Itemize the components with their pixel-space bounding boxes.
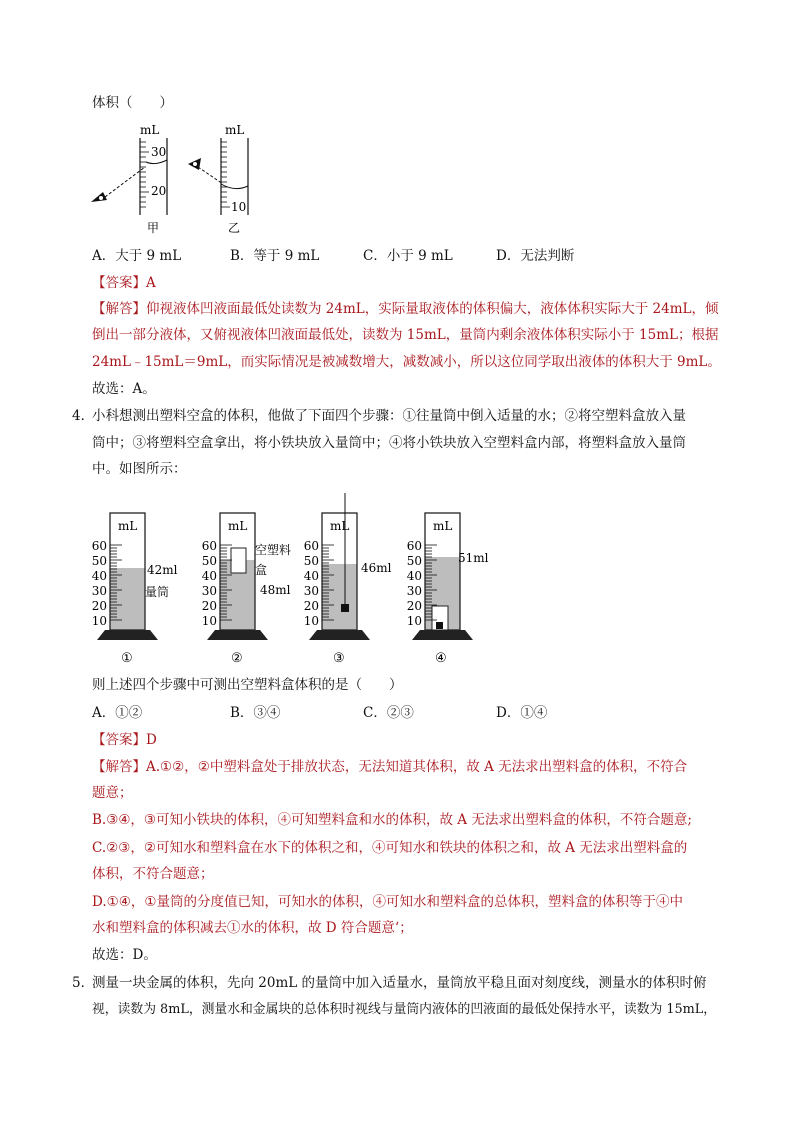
q3-option-a: A．大于 9 mL: [92, 248, 182, 264]
q3-option-d: D．无法判断: [496, 248, 575, 264]
svg-text:30: 30: [406, 584, 422, 598]
svg-text:20: 20: [201, 599, 217, 613]
label-1: ①: [121, 651, 133, 666]
q4-option-c: C．②③: [363, 705, 414, 721]
svg-text:50: 50: [406, 554, 422, 568]
svg-text:10: 10: [406, 614, 422, 628]
q4-number: 4．: [72, 408, 95, 424]
unit-label-1: mL: [118, 519, 138, 533]
svg-text:40: 40: [91, 569, 107, 583]
label-3: ③: [333, 651, 345, 666]
svg-text:40: 40: [201, 569, 217, 583]
svg-text:50: 50: [201, 554, 217, 568]
q3-analysis-line-2: 倒出一部分液体，又俯视液体凹液面最低处，读数为 15mL，量筒内剩余液体体积实际小于 15mL；根据: [92, 327, 719, 343]
q3-option-b: B．等于 9 mL: [230, 248, 320, 264]
svg-text:50: 50: [91, 554, 107, 568]
tick-30: 30: [151, 145, 167, 159]
q4-four-cylinders-figure: [85, 488, 505, 668]
unit-label-4: mL: [433, 519, 453, 533]
svg-text:10: 10: [303, 614, 319, 628]
q4-option-d: D．①④: [496, 705, 548, 721]
unit-label-yi: mL: [225, 123, 245, 137]
svg-text:60: 60: [303, 539, 319, 553]
note-empty-box-1: 空塑料: [255, 543, 292, 557]
q4-stem-line-2: 筒中；③将塑料空盒拿出，将小铁块放入量筒中；④将小铁块放入空塑料盒内部，将塑料盒放入量筒: [92, 435, 686, 451]
cylinder-jia: [91, 123, 167, 235]
q4-question: 则上述四个步骤中可测出空塑料盒体积的是（ ）: [92, 677, 403, 693]
cylinder-3: [304, 493, 392, 666]
q3-options: [92, 246, 712, 266]
reading-42ml: 42ml: [147, 563, 178, 577]
q4-analysis-line-5: 体积，不符合题意；: [92, 866, 214, 882]
q4-analysis-line-3: B.③④，③可知小铁块的体积，④可知塑料盒和水的体积，故 A 无法求出塑料盒的体积，不符合题意;: [92, 812, 692, 828]
unit-label-jia: mL: [140, 123, 160, 137]
q5-stem-line-1: 测量一块金属的体积，先向 20mL 的量筒中加入适量水，量筒放平稳且面对刻度线，测量水的体积时俯: [92, 975, 707, 991]
label-2: ②: [231, 651, 243, 666]
reading-48ml: 48ml: [260, 583, 291, 597]
q4-analysis-line-7: 水和塑料盒的体积减去①水的体积，故 D 符合题意‘；: [92, 920, 413, 936]
q3-analysis-line-3: 24mL﹣15mL＝9mL，而实际情况是被减数增大，减数减小，所以这位同学取出液体的体积大于 9mL。: [92, 354, 721, 370]
q4-option-a: A．①②: [92, 705, 143, 721]
svg-text:60: 60: [91, 539, 107, 553]
q4-stem-line-3: 中。如图所示：: [92, 461, 187, 477]
q3-conclusion: 故选：A。: [92, 381, 156, 397]
svg-text:20: 20: [91, 599, 107, 613]
svg-text:60: 60: [201, 539, 217, 553]
svg-text:30: 30: [201, 584, 217, 598]
q3-analysis-line-1: 【解答】仰视液体凹液面最低处读数为 24mL，实际量取液体的体积偏大，液体体积实际大于 24mL，倾: [92, 301, 719, 317]
q4-analysis-line-6: D.①④，①量筒的分度值已知，可知水的体积，④可知水和塑料盒的总体积，塑料盒的体积等于④中: [92, 894, 683, 910]
svg-text:40: 40: [303, 569, 319, 583]
svg-text:10: 10: [91, 614, 107, 628]
tick-10: 10: [231, 200, 247, 214]
q4-analysis-line-2: 题意；: [92, 785, 133, 801]
q5-number: 5．: [72, 975, 95, 991]
q4-conclusion: 故选：D。: [92, 947, 157, 963]
q4-analysis-line-1: 【解答】A.①②，②中塑料盒处于排放状态，无法知道其体积，故 A 无法求出塑料盒的体积，不符合: [92, 759, 688, 775]
label-yi: 乙: [228, 221, 241, 235]
q4-answer: 【答案】D: [92, 732, 157, 748]
note-liangtong: 量筒: [145, 585, 170, 599]
q5-stem-line-2: 视，读数为 8mL，测量水和金属块的总体积时视线与量筒内液体的凹液面的最低处保持水平，读数为 15mL，: [92, 1002, 717, 1017]
label-4: ④: [435, 651, 447, 666]
cylinder-yi: [188, 123, 248, 235]
reading-51ml: 51ml: [458, 551, 489, 565]
cylinder-1: [92, 513, 178, 666]
unit-label-3: mL: [330, 519, 350, 533]
svg-text:40: 40: [406, 569, 422, 583]
reading-46ml: 46ml: [361, 561, 392, 575]
q4-stem-line-1: 小科想测出塑料空盒的体积，他做了下面四个步骤：①往量筒中倒入适量的水；②将空塑料盒放入量: [92, 408, 686, 424]
cylinder-2: [202, 513, 291, 666]
q3-stem-tail: 体积（ ）: [92, 95, 173, 111]
q4-options: [92, 703, 712, 723]
q3-answer: 【答案】A: [92, 275, 156, 291]
tick-20: 20: [151, 184, 167, 198]
svg-text:10: 10: [201, 614, 217, 628]
label-jia: 甲: [147, 221, 160, 235]
unit-label-2: mL: [228, 519, 248, 533]
cylinder-4: [407, 513, 489, 666]
svg-text:20: 20: [303, 599, 319, 613]
svg-text:50: 50: [303, 554, 319, 568]
svg-text:30: 30: [303, 584, 319, 598]
q4-analysis-line-4: C.②③，②可知水和塑料盒在水下的体积之和，④可知水和铁块的体积之和，故 A 无法求出塑料盒的: [92, 840, 688, 856]
svg-text:30: 30: [91, 584, 107, 598]
q3-cylinder-figure: [85, 120, 265, 240]
svg-text:60: 60: [406, 539, 422, 553]
svg-text:20: 20: [406, 599, 422, 613]
q3-option-c: C．小于 9 mL: [363, 248, 453, 264]
note-empty-box-2: 盒: [255, 563, 268, 577]
eye-icon: [91, 192, 107, 202]
q4-option-b: B．③④: [230, 705, 281, 721]
